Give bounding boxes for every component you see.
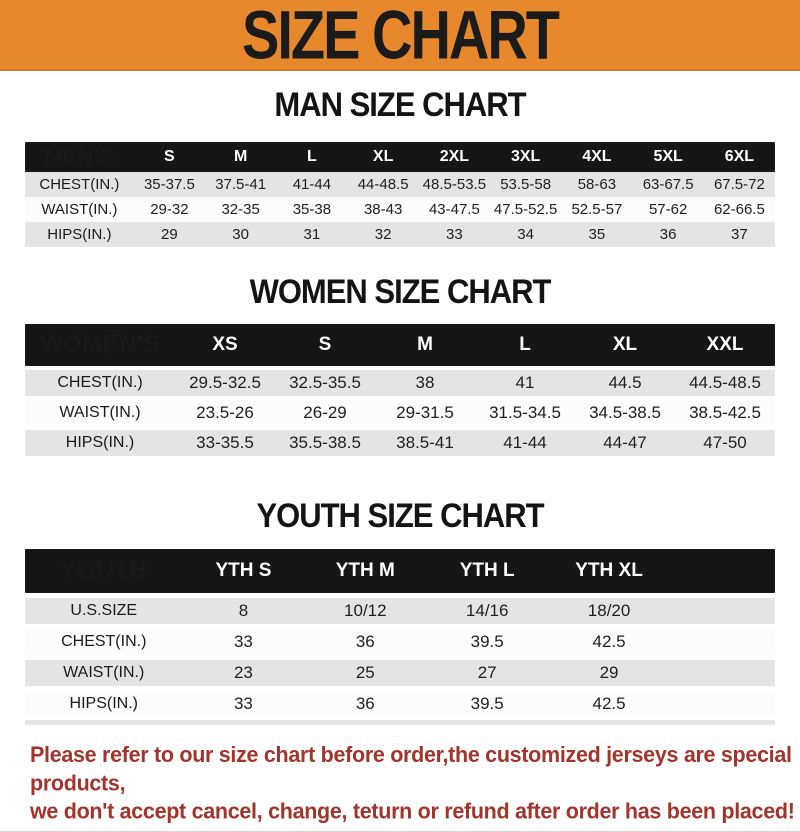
footer-disclaimer bbox=[30, 741, 800, 826]
table-name-label: WOMEN'S bbox=[40, 330, 160, 359]
table-row bbox=[25, 660, 775, 686]
heading-man-size-chart: MAN SIZE CHART bbox=[274, 84, 526, 125]
value-cell: 23 bbox=[233, 663, 253, 682]
value-cell: 32-35 bbox=[221, 201, 260, 218]
value-cell: 47-50 bbox=[703, 433, 747, 452]
value-cell: 53.5-58 bbox=[500, 176, 552, 193]
row-label: WAIST(IN.) bbox=[59, 404, 141, 421]
value-cell: 42.5 bbox=[592, 632, 626, 651]
heading-women-size-chart: WOMEN SIZE CHART bbox=[249, 271, 551, 312]
value-cell: 48.5-53.5 bbox=[422, 176, 487, 193]
size-column-header: L bbox=[306, 148, 317, 165]
row-label: U.S.SIZE bbox=[70, 602, 138, 619]
size-column-header: L bbox=[519, 334, 531, 355]
value-cell: 43-47.5 bbox=[428, 201, 480, 218]
size-column-header: S bbox=[164, 148, 175, 165]
value-cell: 36 bbox=[355, 694, 375, 713]
value-cell: 44-47 bbox=[603, 433, 647, 452]
table-row bbox=[25, 400, 775, 426]
value-cell: 42.5 bbox=[592, 694, 626, 713]
value-cell: 57-62 bbox=[648, 201, 688, 218]
row-label: HIPS(IN.) bbox=[47, 226, 112, 243]
value-cell: 35.5-38.5 bbox=[289, 433, 361, 452]
size-column-header: YTH L bbox=[459, 560, 515, 581]
value-cell: 41-44 bbox=[503, 433, 547, 452]
table-row bbox=[25, 598, 775, 624]
size-chart-banner bbox=[0, 0, 800, 71]
table-header-row bbox=[25, 142, 775, 172]
value-cell: 37 bbox=[731, 226, 748, 243]
value-cell: 33 bbox=[233, 694, 253, 713]
value-cell: 26-29 bbox=[303, 403, 347, 422]
row-label: CHEST(IN.) bbox=[57, 374, 143, 391]
value-cell: 41-44 bbox=[292, 176, 332, 193]
value-cell: 44.5-48.5 bbox=[689, 373, 761, 392]
value-cell: 23.5-26 bbox=[196, 403, 254, 422]
size-column-header: YTH S bbox=[215, 560, 272, 581]
size-column-header: S bbox=[318, 334, 332, 355]
value-cell: 38.5-42.5 bbox=[689, 403, 761, 422]
size-column-header: 5XL bbox=[653, 148, 683, 165]
table-row bbox=[25, 629, 775, 655]
value-cell: 29-32 bbox=[150, 201, 189, 218]
size-column-header: 4XL bbox=[582, 148, 612, 165]
table-row bbox=[25, 430, 775, 456]
value-cell: 8 bbox=[238, 601, 249, 620]
value-cell: 47.5-52.5 bbox=[493, 201, 558, 218]
value-cell: 38 bbox=[415, 373, 435, 392]
table-row bbox=[25, 370, 775, 396]
table-row bbox=[25, 197, 775, 222]
value-cell: 58-63 bbox=[577, 176, 617, 193]
value-cell: 39.5 bbox=[470, 632, 504, 651]
value-cell: 67.5-72 bbox=[713, 176, 765, 193]
footer-line-2: we don't accept cancel, change, teturn or refund after order has been placed! bbox=[30, 798, 795, 824]
footer-line-1: Please refer to our size chart before order,the customized jerseys are special products, bbox=[30, 742, 792, 796]
youth-size-table bbox=[25, 549, 775, 725]
value-cell: 41 bbox=[515, 373, 535, 392]
table-name-label: YOUTH bbox=[60, 556, 147, 585]
value-cell: 14/16 bbox=[465, 601, 509, 620]
value-cell: 29.5-32.5 bbox=[189, 373, 261, 392]
table-row bbox=[25, 222, 775, 247]
value-cell: 33-35.5 bbox=[196, 433, 254, 452]
size-column-header: XS bbox=[212, 334, 238, 355]
table-row bbox=[25, 172, 775, 197]
row-label: CHEST(IN.) bbox=[61, 633, 147, 650]
value-cell: 38-43 bbox=[363, 201, 403, 218]
value-cell: 29-31.5 bbox=[396, 403, 454, 422]
value-cell: 29 bbox=[161, 226, 178, 243]
size-column-header: 3XL bbox=[510, 148, 541, 165]
size-column-header: 6XL bbox=[724, 148, 755, 165]
value-cell: 63-67.5 bbox=[642, 176, 694, 193]
value-cell: 39.5 bbox=[470, 694, 504, 713]
row-label: WAIST(IN.) bbox=[63, 664, 145, 681]
table-row bbox=[25, 691, 775, 717]
value-cell: 44.5 bbox=[608, 373, 642, 392]
value-cell: 10/12 bbox=[344, 601, 387, 620]
value-cell: 32.5-35.5 bbox=[289, 373, 361, 392]
value-cell: 52.5-57 bbox=[571, 201, 623, 218]
value-cell: 38.5-41 bbox=[396, 433, 454, 452]
table-name-label: MEN'S bbox=[43, 143, 116, 170]
size-column-header: YTH M bbox=[335, 560, 395, 581]
value-cell: 33 bbox=[446, 226, 463, 243]
value-cell: 35-38 bbox=[292, 201, 332, 218]
row-label: HIPS(IN.) bbox=[69, 695, 138, 712]
value-cell: 18/20 bbox=[587, 601, 631, 620]
value-cell: 36 bbox=[659, 226, 677, 243]
women-size-table bbox=[25, 324, 775, 456]
size-column-header: XXL bbox=[706, 334, 744, 355]
value-cell: 25 bbox=[355, 663, 375, 682]
size-column-header: M bbox=[417, 334, 433, 355]
value-cell: 34 bbox=[517, 226, 534, 243]
table-header-row bbox=[25, 549, 775, 593]
value-cell: 35-37.5 bbox=[143, 176, 195, 193]
value-cell: 31.5-34.5 bbox=[489, 403, 561, 422]
heading-youth-size-chart: YOUTH SIZE CHART bbox=[256, 495, 544, 536]
value-cell: 37.5-41 bbox=[215, 176, 267, 193]
men-size-table bbox=[25, 142, 775, 247]
value-cell: 29 bbox=[599, 663, 619, 682]
size-column-header: XL bbox=[372, 148, 394, 165]
value-cell: 34.5-38.5 bbox=[589, 403, 661, 422]
value-cell: 35 bbox=[588, 226, 606, 243]
value-cell: 27 bbox=[477, 663, 497, 682]
banner-title: SIZE CHART bbox=[242, 0, 558, 73]
value-cell: 33 bbox=[233, 632, 253, 651]
size-column-header: M bbox=[233, 148, 248, 165]
row-label: HIPS(IN.) bbox=[65, 434, 135, 451]
value-cell: 62-66.5 bbox=[713, 201, 765, 218]
value-cell: 44-48.5 bbox=[357, 176, 409, 193]
row-label: CHEST(IN.) bbox=[39, 176, 120, 193]
size-column-header: YTH XL bbox=[575, 560, 643, 581]
value-cell: 36 bbox=[355, 632, 375, 651]
value-cell: 31 bbox=[303, 226, 321, 243]
value-cell: 32 bbox=[374, 226, 392, 243]
row-label: WAIST(IN.) bbox=[41, 201, 118, 218]
table-bottom-strip bbox=[25, 720, 775, 725]
size-column-header: 2XL bbox=[439, 148, 470, 165]
size-column-header: XL bbox=[612, 334, 638, 355]
value-cell: 30 bbox=[232, 226, 249, 243]
table-header-row bbox=[25, 324, 775, 366]
